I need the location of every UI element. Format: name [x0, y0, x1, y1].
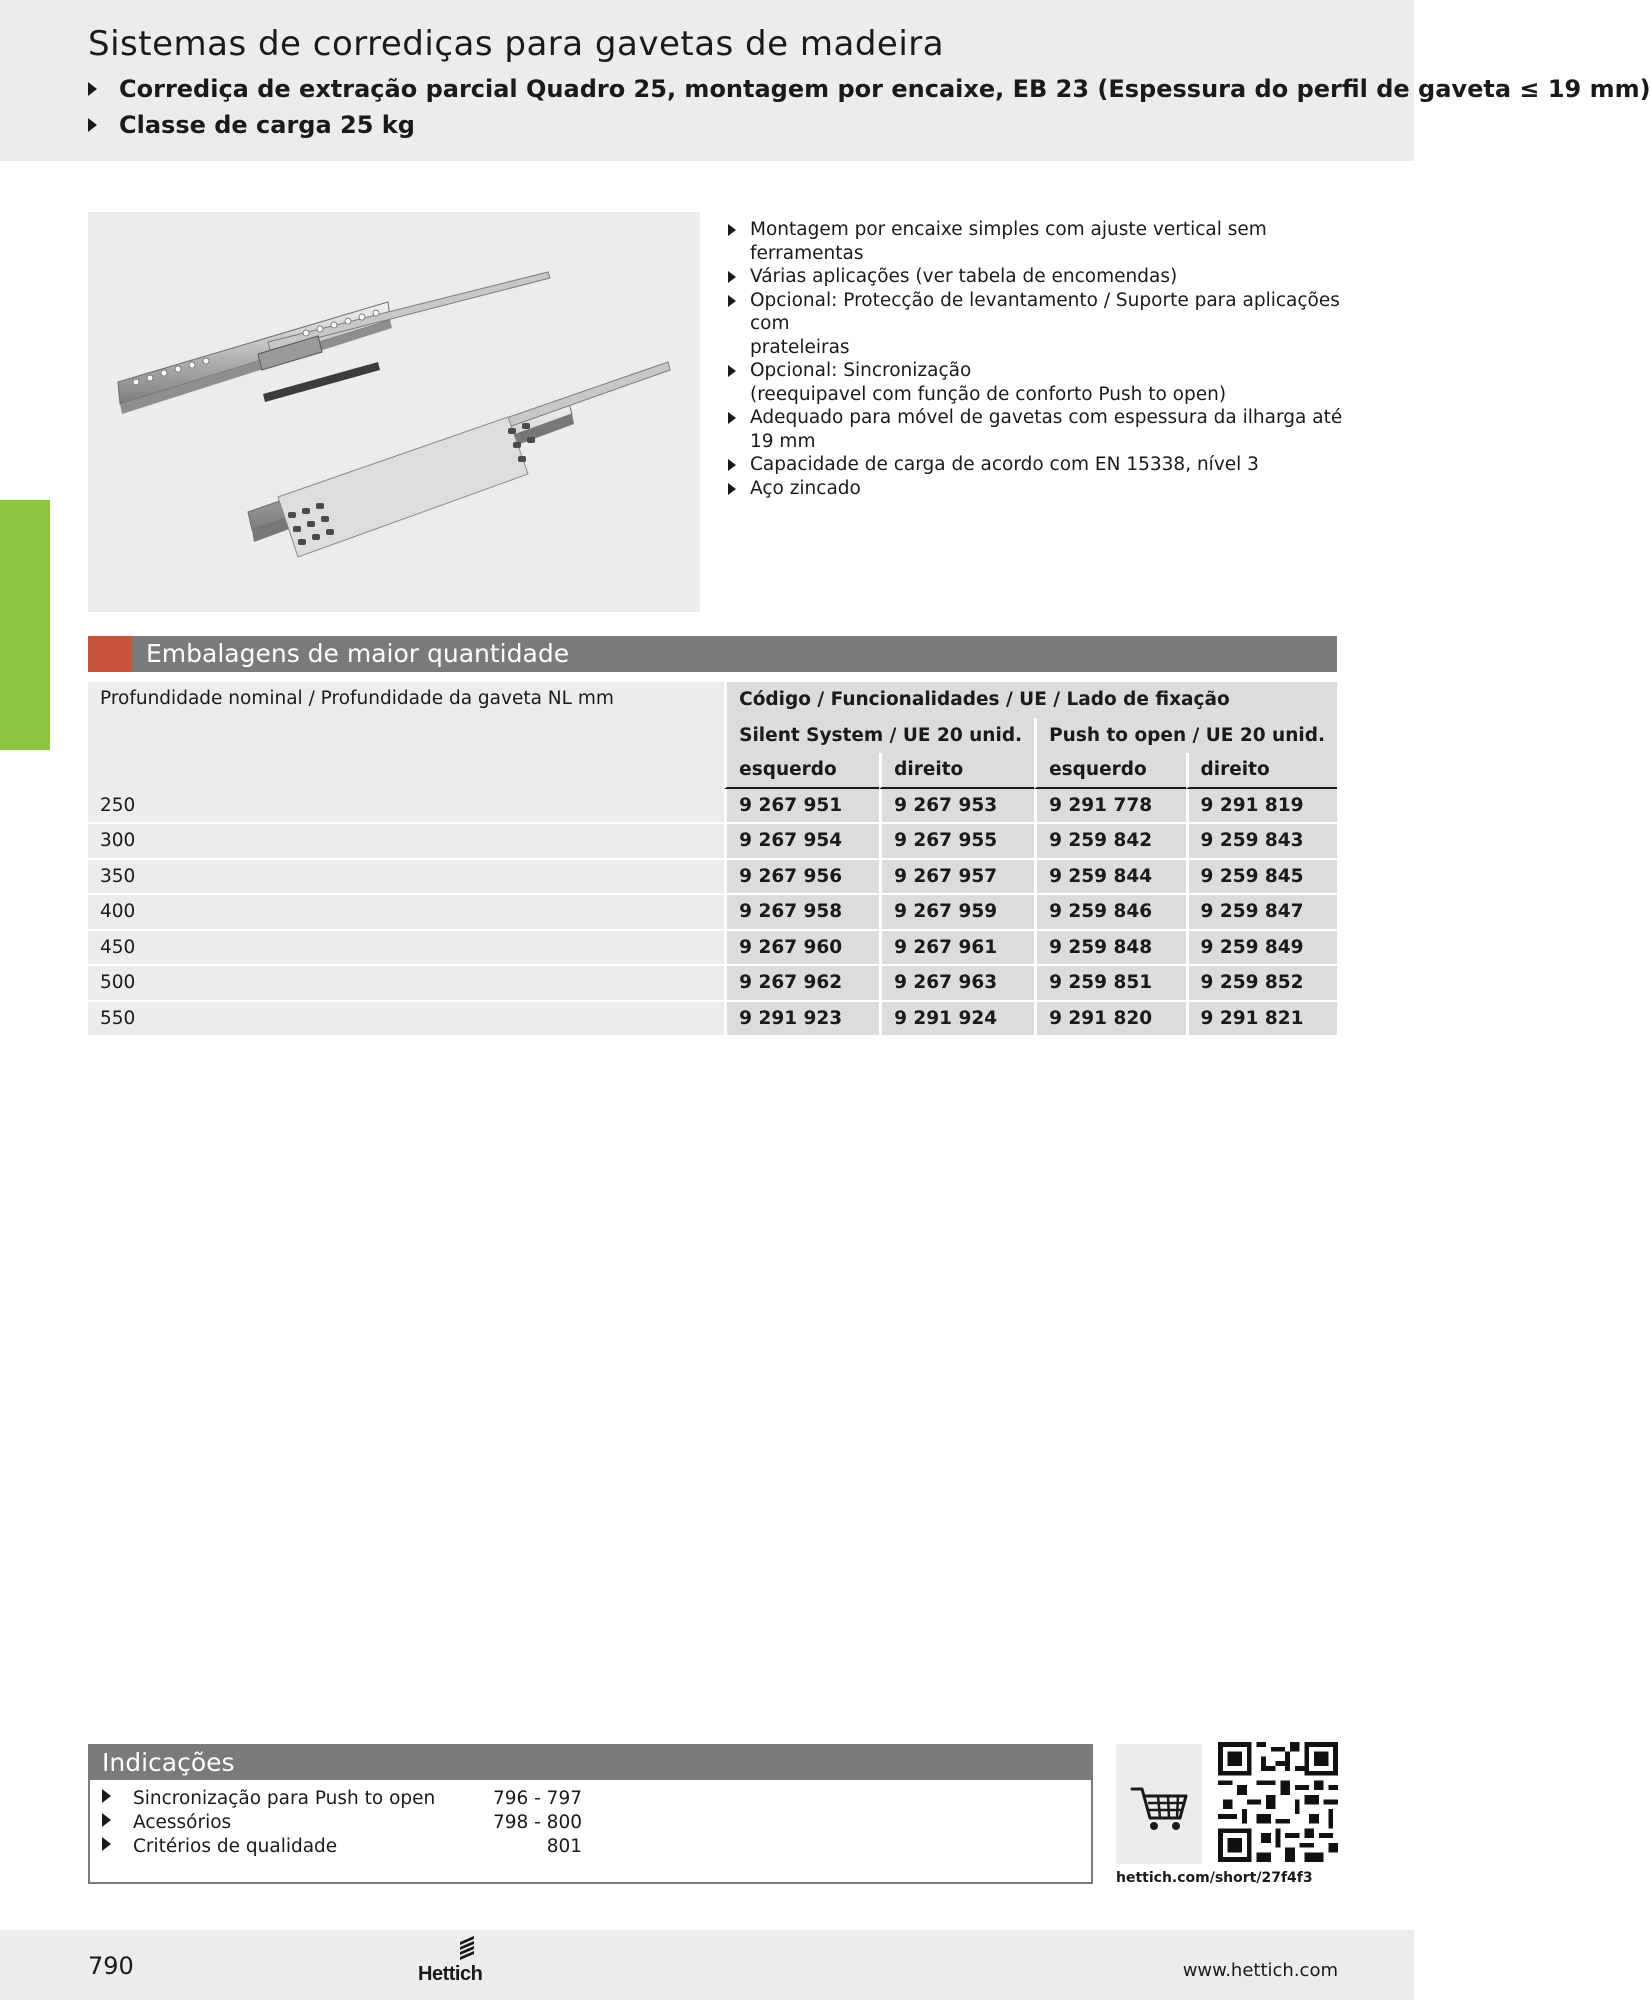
depth-cell: 300 [88, 824, 724, 860]
code-cell: 9 259 848 [1034, 931, 1185, 967]
code-cell: 9 267 951 [724, 789, 879, 825]
code-cell: 9 291 820 [1034, 1002, 1185, 1038]
row-header-label: Profundidade nominal / Profundidade da gaveta NL mm [88, 682, 724, 789]
code-cell: 9 291 924 [879, 1002, 1034, 1038]
code-cell: 9 259 846 [1034, 895, 1185, 931]
triangle-bullet-icon [728, 224, 736, 236]
section-title: Embalagens de maior quantidade [146, 639, 570, 668]
product-photo [88, 212, 700, 612]
header-bullet-text: Corrediça de extração parcial Quadro 25, montagem por encaixe, EB 23 (Espessura do perfil de gaveta ≤ 19 mm) [119, 75, 1651, 103]
indications-box [88, 1744, 1093, 1884]
code-cell: 9 259 842 [1034, 824, 1185, 860]
triangle-bullet-icon [102, 1837, 111, 1851]
indication-pages: 798 - 800 [492, 1812, 582, 1833]
table-row [88, 824, 1337, 860]
section-accent [88, 636, 132, 672]
page-number: 790 [88, 1952, 134, 1980]
indication-pages: 801 [546, 1836, 582, 1857]
order-table [88, 682, 1337, 1037]
section-color-tab [0, 500, 50, 750]
feature-item: Capacidade de carga de acordo com EN 15338, nível 3 [726, 453, 1366, 477]
column-header-right: direito [879, 753, 1034, 789]
column-header-right: direito [1186, 753, 1337, 789]
depth-cell: 400 [88, 895, 724, 931]
triangle-bullet-icon [102, 1789, 111, 1803]
brand-name: Hettich [418, 1963, 483, 1985]
triangle-bullet-icon [728, 483, 736, 495]
sub-header-push-to-open: Push to open / UE 20 unid. [1034, 718, 1337, 754]
depth-cell: 350 [88, 860, 724, 896]
triangle-bullet-icon [728, 412, 736, 424]
triangle-bullet-icon [88, 82, 97, 96]
header-bullet-text: Classe de carga 25 kg [119, 111, 415, 139]
code-cell: 9 267 959 [879, 895, 1034, 931]
header-bullet-product [88, 75, 1651, 103]
triangle-bullet-icon [728, 295, 736, 307]
group-header: Código / Funcionalidades / UE / Lado de fixação [724, 682, 1337, 718]
feature-item: Aço zincado [726, 477, 1366, 501]
code-cell: 9 267 960 [724, 931, 879, 967]
code-cell: 9 267 963 [879, 966, 1034, 1002]
sub-header-silent-system: Silent System / UE 20 unid. [724, 718, 1034, 754]
feature-item: Opcional: Protecção de levantamento / Suporte para aplicações com prateleiras [726, 289, 1366, 360]
depth-cell: 500 [88, 966, 724, 1002]
code-cell: 9 259 845 [1186, 860, 1337, 896]
code-cell: 9 291 923 [724, 1002, 879, 1038]
code-cell: 9 259 847 [1186, 895, 1337, 931]
shop-cart-button[interactable] [1116, 1744, 1202, 1864]
page-title: Sistemas de corrediças para gavetas de madeira [88, 24, 945, 64]
column-header-left: esquerdo [724, 753, 879, 789]
triangle-bullet-icon [88, 118, 97, 132]
code-cell: 9 291 821 [1186, 1002, 1337, 1038]
triangle-bullet-icon [728, 271, 736, 283]
feature-list [726, 218, 1366, 500]
code-cell: 9 259 849 [1186, 931, 1337, 967]
feature-item: Várias aplicações (ver tabela de encomendas) [726, 265, 1366, 289]
qr-code-icon[interactable] [1218, 1742, 1338, 1862]
code-cell: 9 259 852 [1186, 966, 1337, 1002]
triangle-bullet-icon [728, 459, 736, 471]
feature-item: Adequado para móvel de gavetas com espessura da ilharga até 19 mm [726, 406, 1366, 453]
qr-short-url[interactable]: hettich.com/short/27f4f3 [1116, 1870, 1313, 1886]
section-header [88, 636, 1337, 672]
indications-title: Indicações [90, 1746, 1091, 1780]
code-cell: 9 267 962 [724, 966, 879, 1002]
code-cell: 9 267 958 [724, 895, 879, 931]
code-cell: 9 267 961 [879, 931, 1034, 967]
code-cell: 9 267 955 [879, 824, 1034, 860]
shopping-cart-icon [1116, 1744, 1202, 1864]
drawer-slide-illustration [88, 212, 700, 612]
depth-cell: 250 [88, 789, 724, 825]
website-link[interactable]: www.hettich.com [1182, 1960, 1338, 1981]
depth-cell: 450 [88, 931, 724, 967]
depth-cell: 550 [88, 1002, 724, 1038]
code-cell: 9 267 957 [879, 860, 1034, 896]
table-row [88, 1002, 1337, 1038]
code-cell: 9 291 778 [1034, 789, 1185, 825]
code-cell: 9 267 953 [879, 789, 1034, 825]
triangle-bullet-icon [102, 1813, 111, 1827]
indication-link[interactable]: Acessórios 798 - 800 [102, 1812, 231, 1833]
table-row [88, 860, 1337, 896]
code-cell: 9 259 843 [1186, 824, 1337, 860]
code-cell: 9 267 954 [724, 824, 879, 860]
code-cell: 9 259 844 [1034, 860, 1185, 896]
table-row [88, 966, 1337, 1002]
table-row [88, 895, 1337, 931]
hettich-logo [416, 1936, 492, 1986]
feature-item: Opcional: Sincronização (reequipavel com função de conforto Push to open) [726, 359, 1366, 406]
column-header-left: esquerdo [1034, 753, 1185, 789]
triangle-bullet-icon [728, 365, 736, 377]
indication-link[interactable]: Sincronização para Push to open 796 - 797 [102, 1788, 435, 1809]
header-bullet-load-class [88, 111, 415, 139]
code-cell: 9 291 819 [1186, 789, 1337, 825]
feature-item: Montagem por encaixe simples com ajuste vertical sem ferramentas [726, 218, 1366, 265]
table-row [88, 789, 1337, 825]
indication-link[interactable]: Critérios de qualidade 801 [102, 1836, 337, 1857]
code-cell: 9 267 956 [724, 860, 879, 896]
table-row [88, 931, 1337, 967]
code-cell: 9 259 851 [1034, 966, 1185, 1002]
indication-pages: 796 - 797 [492, 1788, 582, 1809]
